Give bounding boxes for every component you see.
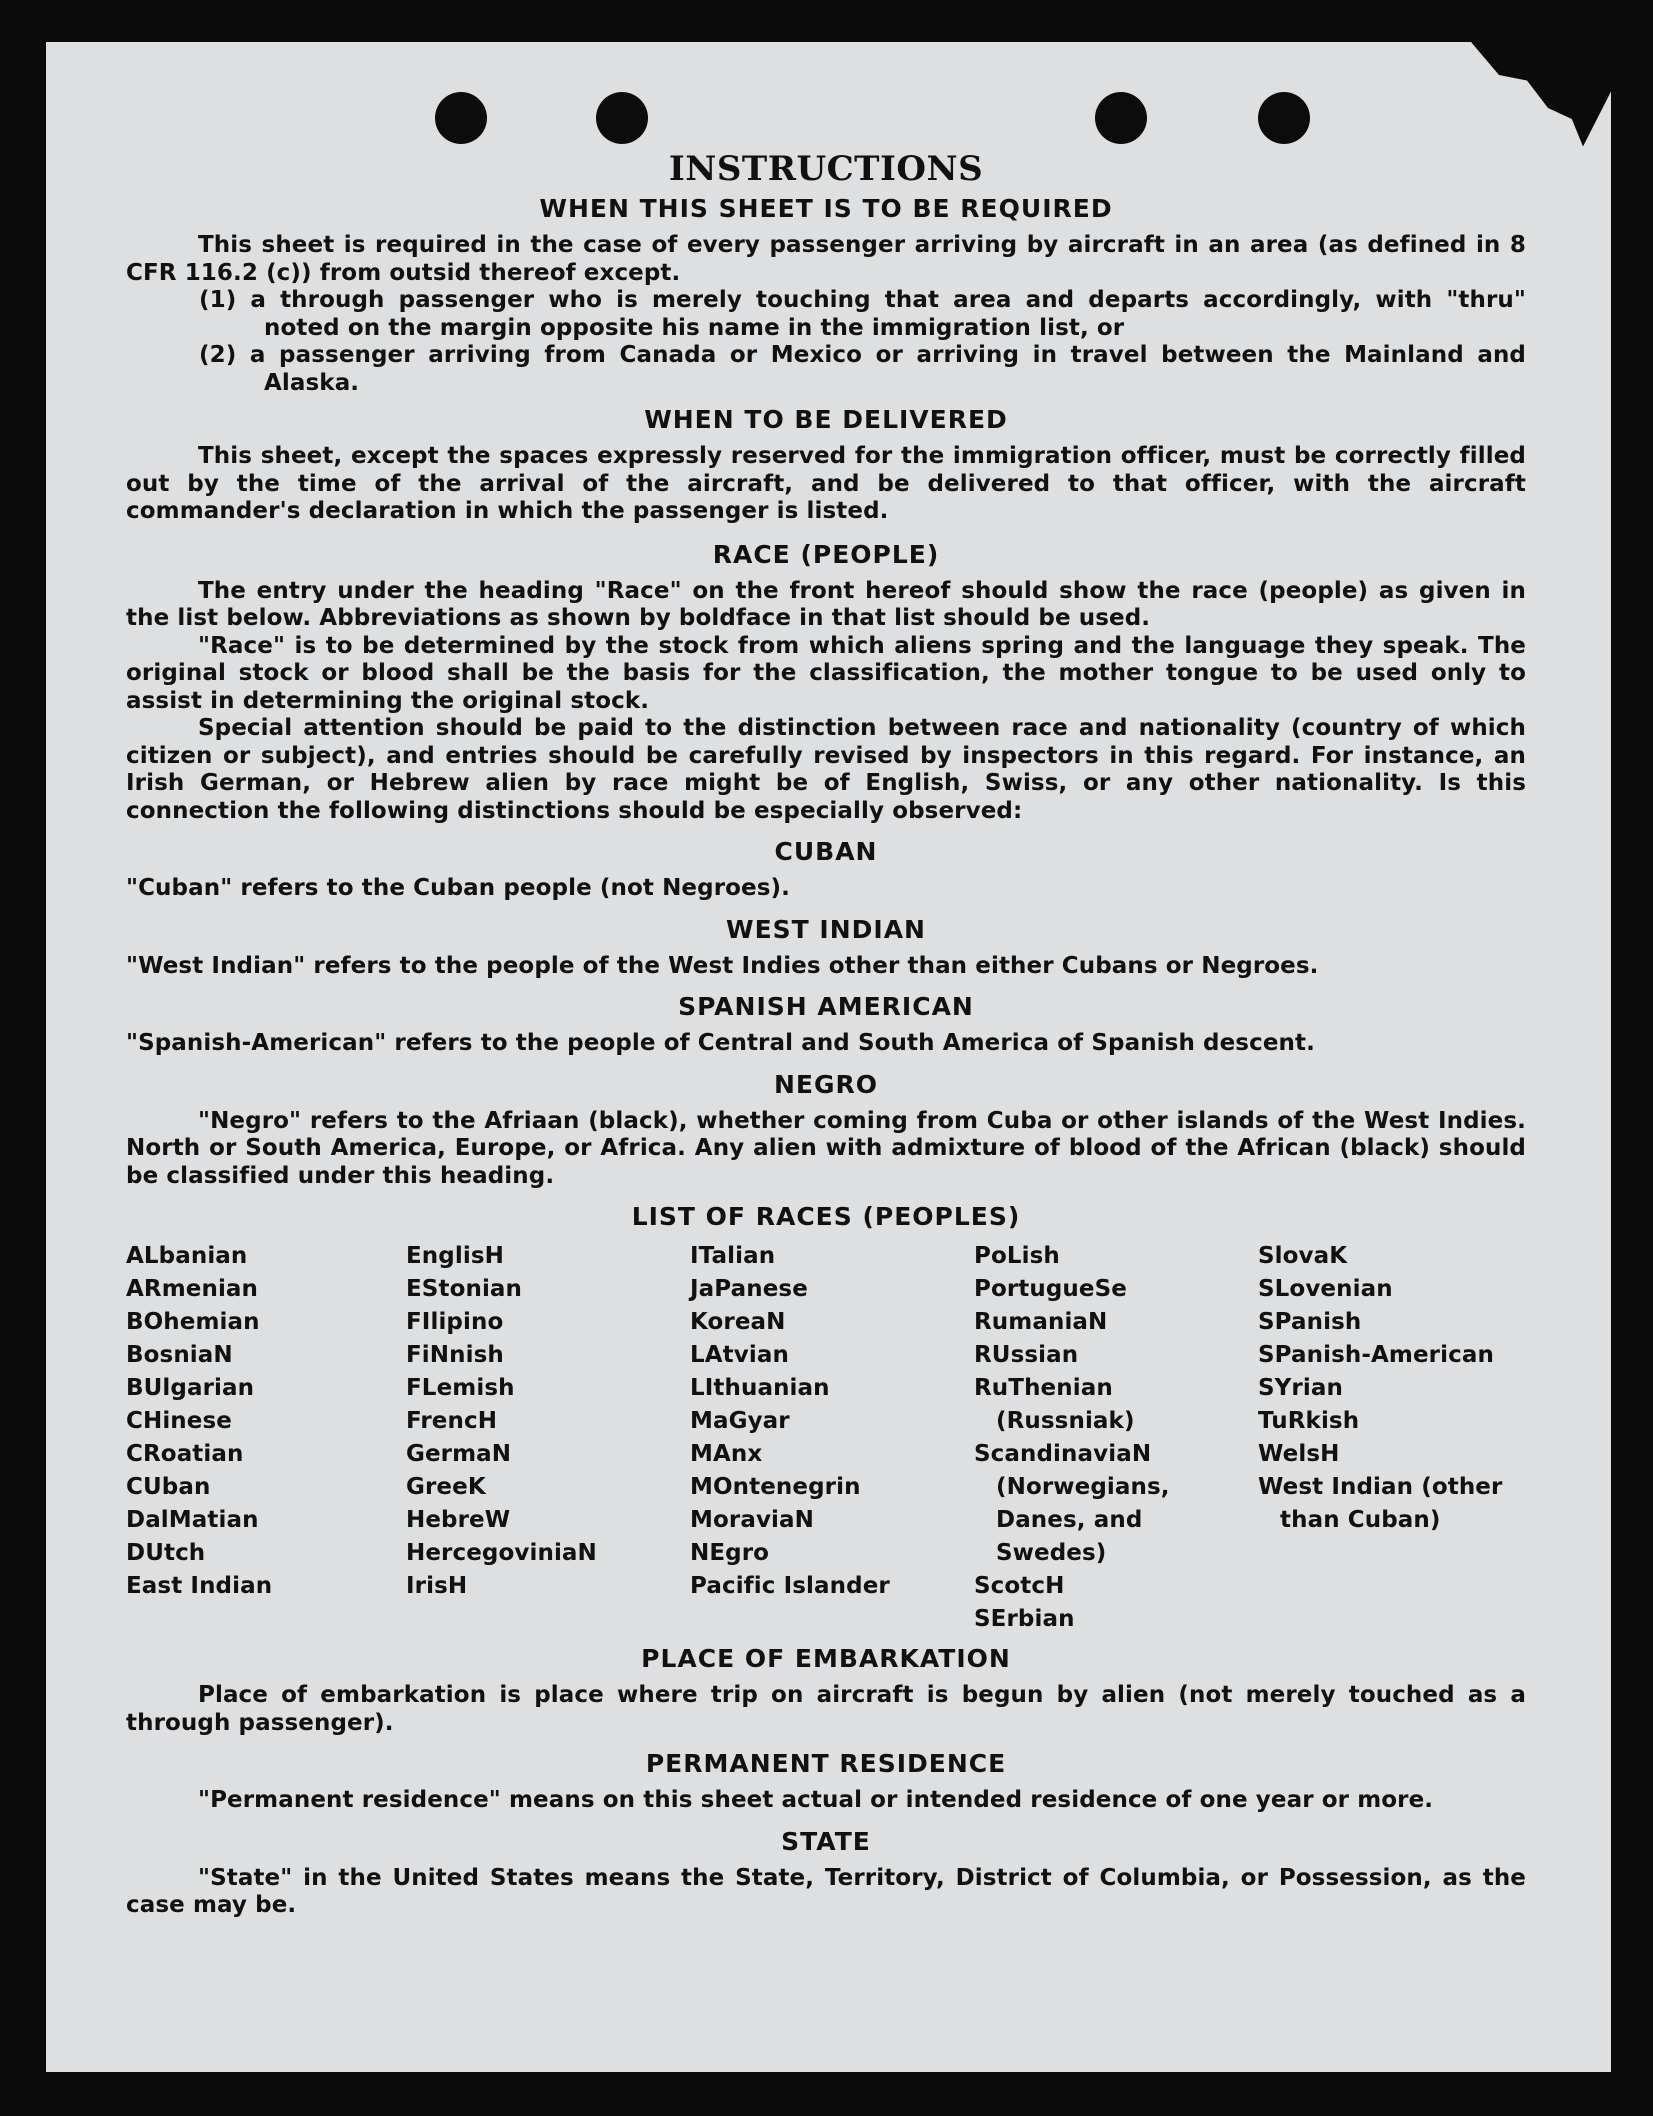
exception-item-1: (1) a through passenger who is merely touching that area and departs accordingly, with "thru" noted on the margin opposite his name in the immigration list, or xyxy=(199,287,1526,341)
race-paragraph: Special attention should be paid to the distinction between race and nationality (country of which citizen or subject), and entries should be carefully revised by inspectors in this regard. For instance, an Irish German, or Hebrew alien by race might be of English, Swiss, or any other nationality. Is this connection the following distinctions should be especially observed: xyxy=(126,715,1526,824)
race-item: MOntenegrin xyxy=(690,1474,861,1500)
heading-permanent-residence: PERMANENT RESIDENCE xyxy=(645,1749,1007,1778)
race-list xyxy=(126,1240,1526,1636)
race-item: CHinese xyxy=(126,1408,232,1434)
race-column xyxy=(126,1240,406,1636)
cuban-text: "Cuban" refers to the Cuban people (not Negroes). xyxy=(126,875,790,901)
race-item: East Indian xyxy=(126,1573,273,1599)
race-item: GermaN xyxy=(406,1441,512,1467)
race-item: KoreaN xyxy=(690,1309,786,1335)
race-item: ScandinaviaN (Norwegians, Danes, and Swedes) xyxy=(974,1441,1170,1566)
race-item: RuThenian (Russniak) xyxy=(974,1375,1135,1434)
race-item: MaGyar xyxy=(690,1408,790,1434)
race-item: PortugueSe xyxy=(974,1276,1127,1302)
spanish-american-text: "Spanish-American" refers to the people of Central and South America of Spanish descent. xyxy=(126,1030,1315,1056)
race-item: ScotcH xyxy=(974,1573,1065,1599)
race-item: Pacific Islander xyxy=(690,1573,890,1599)
race-item: MAnx xyxy=(690,1441,763,1467)
race-item: SPanish-American xyxy=(1258,1342,1494,1368)
heading-state: STATE xyxy=(781,1826,871,1856)
race-item: FiNnish xyxy=(406,1342,504,1368)
race-paragraph: The entry under the heading "Race" on the front hereof should show the race (people) as given in the list below. Abbreviations as shown by boldface in that list should be used. xyxy=(126,577,1526,631)
race-item: FLemish xyxy=(406,1375,515,1401)
torn-corner xyxy=(1471,42,1611,152)
heading-negro: NEGRO xyxy=(773,1069,879,1099)
race-item: RumaniaN xyxy=(974,1309,1108,1335)
state-text: "State" in the United States means the State, Territory, District of Columbia, or Possession, as the case may be. xyxy=(126,1864,1526,1918)
heading-cuban: CUBAN xyxy=(774,837,878,866)
race-item: SlovaK xyxy=(1258,1243,1348,1269)
race-item: SErbian xyxy=(974,1606,1075,1632)
race-item: HebreW xyxy=(406,1507,511,1533)
race-item: BOhemian xyxy=(126,1309,260,1335)
document-page xyxy=(46,42,1611,2072)
race-item: DalMatian xyxy=(126,1507,259,1533)
race-item: DUtch xyxy=(126,1540,206,1566)
race-item: HercegoviniaN xyxy=(406,1540,597,1566)
race-item: MoraviaN xyxy=(690,1507,814,1533)
race-item: CRoatian xyxy=(126,1441,244,1467)
race-item: CUban xyxy=(126,1474,211,1500)
race-item: SLovenian xyxy=(1258,1276,1393,1302)
race-item: LIthuanian xyxy=(690,1375,830,1401)
heading-list-of-races: LIST OF RACES (PEOPLES) xyxy=(631,1202,1021,1231)
race-column xyxy=(1258,1240,1526,1636)
instructions-body xyxy=(126,146,1526,1920)
race-item: WelsH xyxy=(1258,1441,1340,1467)
heading-spanish-american: SPANISH AMERICAN xyxy=(678,992,974,1021)
punch-hole xyxy=(596,92,648,144)
punch-hole xyxy=(435,92,487,144)
race-item: BosniaN xyxy=(126,1342,233,1368)
heading-when-required: WHEN THIS SHEET IS TO BE REQUIRED xyxy=(539,194,1113,223)
punch-hole xyxy=(1095,92,1147,144)
heading-west-indian: WEST INDIAN xyxy=(726,914,926,944)
exception-item-2: (2) a passenger arriving from Canada or Mexico or arriving in travel between the Mainland and Alaska. xyxy=(199,342,1526,396)
race-item: ITalian xyxy=(690,1243,776,1269)
race-item: PoLish xyxy=(974,1243,1060,1269)
race-item: SPanish xyxy=(1258,1309,1362,1335)
race-item: SYrian xyxy=(1258,1375,1343,1401)
race-item: NEgro xyxy=(690,1540,770,1566)
race-item: ALbanian xyxy=(126,1243,248,1269)
race-item: IrisH xyxy=(406,1573,468,1599)
page-title: INSTRUCTIONS xyxy=(668,149,984,189)
race-item: LAtvian xyxy=(690,1342,789,1368)
race-item: EStonian xyxy=(406,1276,523,1302)
race-column xyxy=(406,1240,690,1636)
race-column xyxy=(974,1240,1258,1636)
negro-text: "Negro" refers to the Afriaan (black), whether coming from Cuba or other islands of the West Indies. North or South America, Europe, or Africa. Any alien with admixture of blood of the African (black) should be classified under this heading. xyxy=(126,1107,1526,1189)
race-paragraph: "Race" is to be determined by the stock from which aliens spring and the language they speak. The original stock or blood shall be the basis for the classification, the mother tongue to be used only to assist in determining the original stock. xyxy=(126,632,1526,714)
heading-embarkation: PLACE OF EMBARKATION xyxy=(641,1644,1011,1673)
residence-text: "Permanent residence" means on this sheet actual or intended residence of one year or more. xyxy=(198,1787,1434,1813)
race-item: JaPanese xyxy=(690,1276,808,1302)
race-item: FIlipino xyxy=(406,1309,504,1335)
west-indian-text: "West Indian" refers to the people of the West Indies other than either Cubans or Negroes. xyxy=(126,952,1319,979)
punch-hole xyxy=(1258,92,1310,144)
race-item: ARmenian xyxy=(126,1276,259,1302)
race-item: West Indian (other than Cuban) xyxy=(1258,1474,1503,1533)
when-required-intro: This sheet is required in the case of every passenger arriving by aircraft in an area (as defined in 8 CFR 116.2 (c)) from outsid thereof except. xyxy=(126,232,1526,286)
heading-when-delivered: WHEN TO BE DELIVERED xyxy=(644,405,1008,434)
embarkation-text: Place of embarkation is place where trip on aircraft is begun by alien (not merely touched as a through passenger). xyxy=(126,1682,1526,1736)
race-item: RUssian xyxy=(974,1342,1079,1368)
race-item: FrencH xyxy=(406,1408,498,1434)
race-item: BUlgarian xyxy=(126,1375,255,1401)
race-item: EnglisH xyxy=(406,1243,504,1269)
race-item: GreeK xyxy=(406,1474,486,1500)
heading-race: RACE (PEOPLE) xyxy=(712,539,940,569)
when-delivered-text: This sheet, except the spaces expressly reserved for the immigration officer, must be correctly filled out by the time of the arrival of the aircraft, and be delivered to that officer, with the aircraft commander's declaration in which the passenger is listed. xyxy=(126,443,1526,524)
race-item: TuRkish xyxy=(1258,1408,1360,1434)
race-column xyxy=(690,1240,974,1636)
